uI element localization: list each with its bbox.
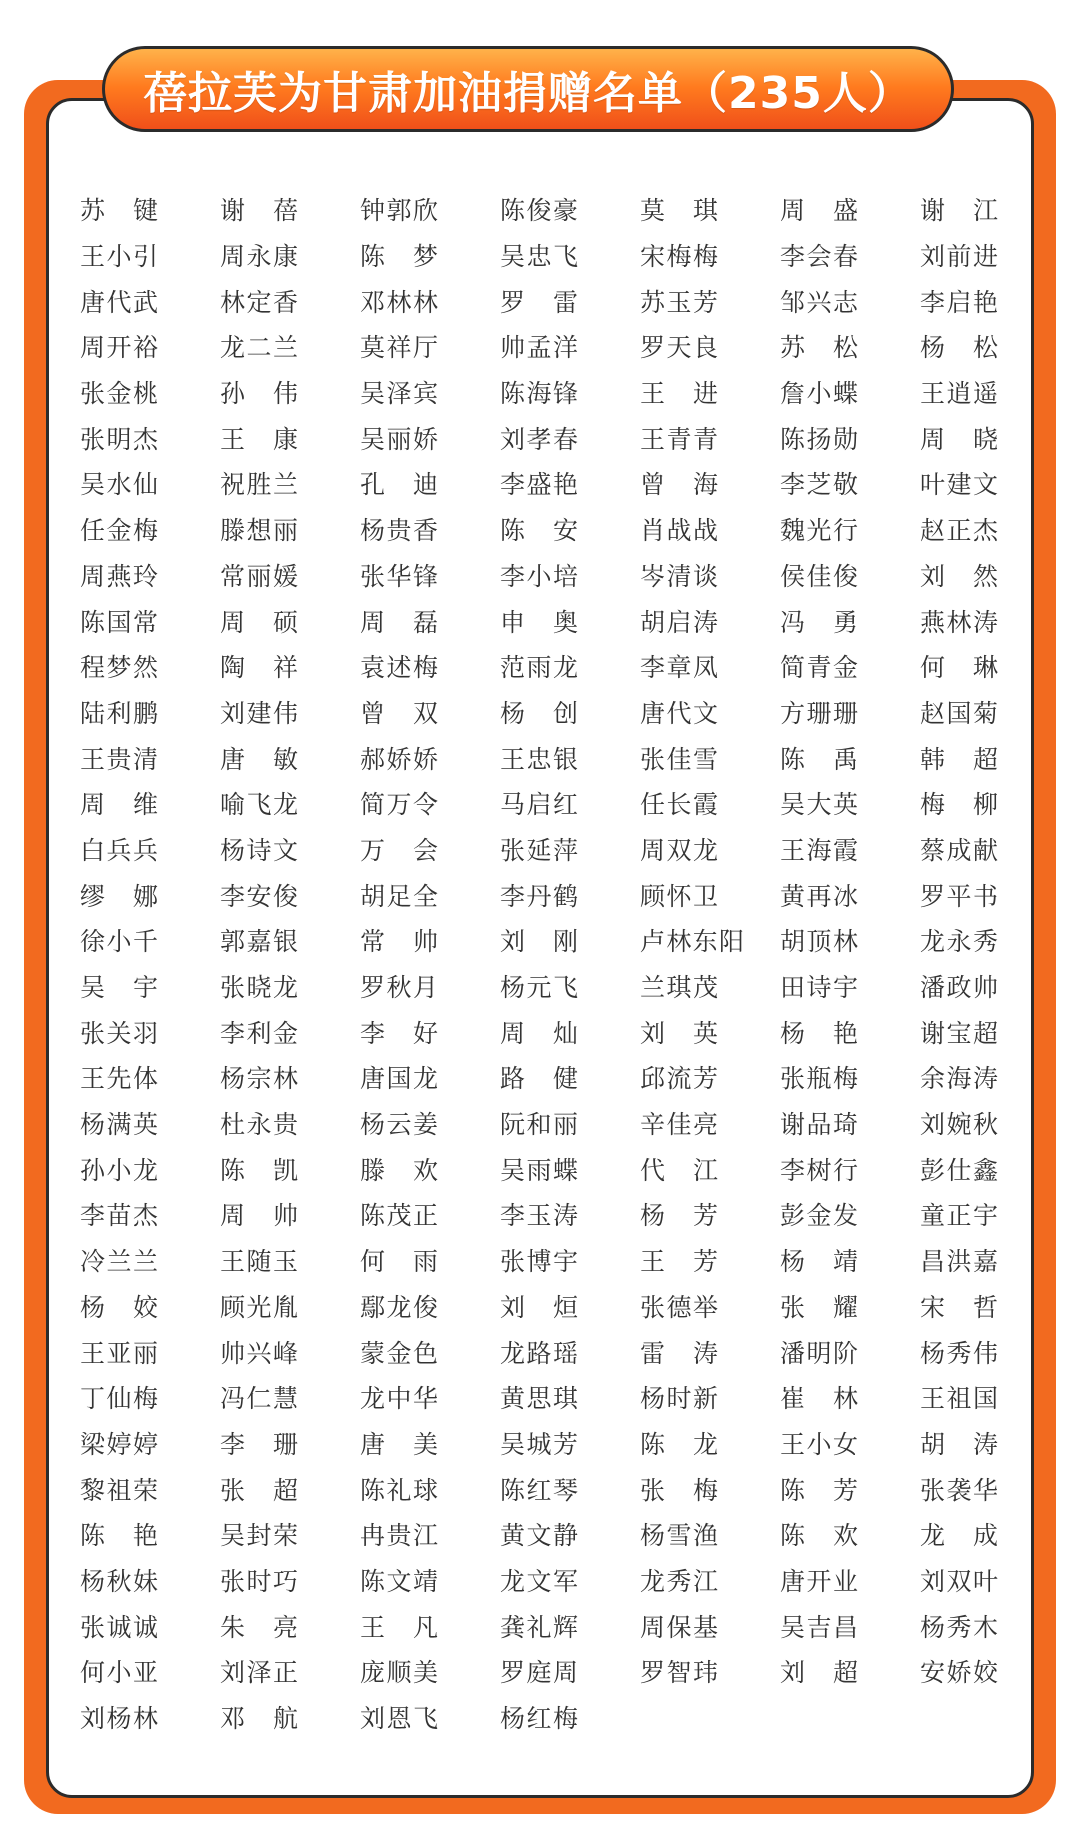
donor-name: 胡 涛 [920,1429,998,1459]
donor-name: 杨 靖 [780,1247,858,1277]
donor-name: 陈 礼 球 [360,1475,438,1505]
donor-name: 李 芝 敬 [780,470,858,500]
donor-name: 孔 迪 [360,470,438,500]
donor-name: 王 逍 遥 [920,379,998,409]
donor-name: 李 启 艳 [920,287,998,317]
donor-name: 杨 姣 [80,1292,158,1322]
donor-name: 祝 胜 兰 [220,470,298,500]
donor-name: 彭 仕 鑫 [920,1155,998,1185]
donor-name: 詹 小 蝶 [780,379,858,409]
donor-name: 王 随 玉 [220,1247,298,1277]
donor-name: 杨 雪 渔 [640,1521,718,1551]
donor-name: 龙 文 军 [500,1566,578,1596]
donor-name: 王 亚 丽 [80,1338,158,1368]
donor-name: 梅 柳 [920,790,998,820]
donor-name: 张 时 巧 [220,1566,298,1596]
donor-name: 唐 代 武 [80,287,158,317]
donor-name: 刘 双 叶 [920,1566,998,1596]
donor-name: 程 梦 然 [80,653,158,683]
donor-name: 徐 小 千 [80,927,158,957]
donor-name: 周 灿 [500,1018,578,1048]
donor-name: 李 苗 杰 [80,1201,158,1231]
donor-name: 罗 雷 [500,287,578,317]
donor-name: 李 安 俊 [220,881,298,911]
donor-name: 王 青 青 [640,424,718,454]
donor-name: 冯 仁 慧 [220,1384,298,1414]
donor-name: 邓 林 林 [360,287,438,317]
donor-name: 赵 正 杰 [920,516,998,546]
donor-name: 梁 婷 婷 [80,1429,158,1459]
donor-name: 丁 仙 梅 [80,1384,158,1414]
donor-name: 苏 键 [80,196,158,226]
donor-name: 简 青 金 [780,653,858,683]
donor-name: 叶 建 文 [920,470,998,500]
donor-name: 李 会 春 [780,242,858,272]
donor-name: 王 芳 [640,1247,718,1277]
donor-name: 顾 光 胤 [220,1292,298,1322]
donor-name: 唐 美 [360,1429,438,1459]
donor-name: 蒙 金 色 [360,1338,438,1368]
donor-name: 张 华 锋 [360,561,438,591]
donor-name: 田 诗 宇 [780,973,858,1003]
donor-name: 张 关 羽 [80,1018,158,1048]
donor-name: 杨 秀 伟 [920,1338,998,1368]
title-banner [102,46,954,132]
donor-name: 林 定 香 [220,287,298,317]
donor-name: 杨 元 飞 [500,973,578,1003]
donor-name: 陶 祥 [220,653,298,683]
donor-name: 李 盛 艳 [500,470,578,500]
donor-name: 刘 杨 林 [80,1704,158,1734]
donor-name: 吴 水 仙 [80,470,158,500]
donor-name: 陈 艳 [80,1521,158,1551]
donor-name: 张 延 萍 [500,835,578,865]
donor-name: 陈 龙 [640,1429,718,1459]
donor-name: 辛 佳 亮 [640,1110,718,1140]
donor-name: 杨 诗 文 [220,835,298,865]
donor-name: 王 贵 清 [80,744,158,774]
donor-name: 罗 秋 月 [360,973,438,1003]
donor-name: 杨 松 [920,333,998,363]
donor-name: 苏 玉 芳 [640,287,718,317]
donor-name: 李 小 培 [500,561,578,591]
donor-name: 李 利 金 [220,1018,298,1048]
donor-name: 陈 文 靖 [360,1566,438,1596]
donor-name: 常 丽 媛 [220,561,298,591]
donor-name: 吴 城 芳 [500,1429,578,1459]
donor-name: 方 珊 珊 [780,698,858,728]
donor-name: 王 康 [220,424,298,454]
donor-name: 潘 政 帅 [920,973,998,1003]
donor-name: 张 梅 [640,1475,718,1505]
donor-name: 肖 战 战 [640,516,718,546]
donor-name: 吴 宇 [80,973,158,1003]
donor-name: 龙 二 兰 [220,333,298,363]
donor-name: 朱 亮 [220,1612,298,1642]
donor-name: 顾 怀 卫 [640,881,718,911]
donor-name: 彭 金 发 [780,1201,858,1231]
donor-name: 罗 庭 周 [500,1658,578,1688]
donor-name: 帅 孟 洋 [500,333,578,363]
donor-name: 安 娇 姣 [920,1658,998,1688]
donor-name: 李 好 [360,1018,438,1048]
donor-name: 罗 智 玮 [640,1658,718,1688]
donor-name: 万 会 [360,835,438,865]
donor-name: 陈 海 锋 [500,379,578,409]
donor-name: 唐 敏 [220,744,298,774]
donor-name: 杨 秀 木 [920,1612,998,1642]
donor-name: 刘 建 伟 [220,698,298,728]
donor-name: 李 珊 [220,1429,298,1459]
donor-name: 刘 超 [780,1658,858,1688]
donor-name: 杨 满 英 [80,1110,158,1140]
donor-name: 杨 创 [500,698,578,728]
donor-name: 周 盛 [780,196,858,226]
donor-name: 缪 娜 [80,881,158,911]
donor-name: 宋 梅 梅 [640,242,718,272]
donor-name: 陈 芳 [780,1475,858,1505]
donor-name: 刘 烜 [500,1292,578,1322]
donor-name: 何 雨 [360,1247,438,1277]
donor-name: 路 健 [500,1064,578,1094]
donor-name: 王 进 [640,379,718,409]
donor-name: 龙 永 秀 [920,927,998,957]
donor-name: 李 玉 涛 [500,1201,578,1231]
donor-name: 莫 祥 厅 [360,333,438,363]
donor-name: 张 晓 龙 [220,973,298,1003]
donor-name: 周 晓 [920,424,998,454]
donor-name: 宋 哲 [920,1292,998,1322]
donor-name: 陈 国 常 [80,607,158,637]
donor-name: 陈 俊 豪 [500,196,578,226]
donor-name: 陈 欢 [780,1521,858,1551]
donor-name: 唐 开 业 [780,1566,858,1596]
donor-name: 陈 茂 正 [360,1201,438,1231]
donor-name: 杨 宗 林 [220,1064,298,1094]
donor-name: 侯 佳 俊 [780,561,858,591]
donor-name: 张 博 宇 [500,1247,578,1277]
donor-name: 胡 启 涛 [640,607,718,637]
donor-name: 周 维 [80,790,158,820]
donor-name: 陈 安 [500,516,578,546]
donor-name: 唐 国 龙 [360,1064,438,1094]
donor-name: 刘 孝 春 [500,424,578,454]
donor-name: 曾 双 [360,698,438,728]
donor-name: 杨 贵 香 [360,516,438,546]
donor-name-grid [80,188,1010,1741]
donor-name: 滕 欢 [360,1155,438,1185]
donor-name: 唐 代 文 [640,698,718,728]
donor-name: 吴 吉 昌 [780,1612,858,1642]
donor-name: 李 丹 鹤 [500,881,578,911]
donor-name: 张 佳 雪 [640,744,718,774]
donor-name: 王 小 女 [780,1429,858,1459]
donor-name: 陈 红 琴 [500,1475,578,1505]
donor-name: 蔡 成 献 [920,835,998,865]
donor-name: 刘 婉 秋 [920,1110,998,1140]
donor-name: 刘 英 [640,1018,718,1048]
donor-name: 陈 扬 勋 [780,424,858,454]
donor-name: 陈 凯 [220,1155,298,1185]
donor-name: 帅 兴 峰 [220,1338,298,1368]
donor-name: 昌 洪 嘉 [920,1247,998,1277]
donor-name: 白 兵 兵 [80,835,158,865]
donor-name: 何 小 亚 [80,1658,158,1688]
donor-name: 王 海 霞 [780,835,858,865]
donor-name: 杨 芳 [640,1201,718,1231]
donor-name: 王 凡 [360,1612,438,1642]
donor-name: 袁 述 梅 [360,653,438,683]
donor-name: 吴 丽 娇 [360,424,438,454]
donor-name: 代 江 [640,1155,718,1185]
donor-name: 杨 艳 [780,1018,858,1048]
donor-name: 刘 然 [920,561,998,591]
donor-name: 吴 封 荣 [220,1521,298,1551]
donor-name: 张 诚 诚 [80,1612,158,1642]
donor-name: 李 树 行 [780,1155,858,1185]
donor-name: 钟 郭 欣 [360,196,438,226]
donor-name: 冯 勇 [780,607,858,637]
donor-name: 陆 利 鹏 [80,698,158,728]
donor-name: 龙 秀 江 [640,1566,718,1596]
donor-name: 吴 雨 蝶 [500,1155,578,1185]
donor-name: 刘 泽 正 [220,1658,298,1688]
donor-name: 杨 时 新 [640,1384,718,1414]
donor-name: 周 硕 [220,607,298,637]
donor-name: 谢 蓓 [220,196,298,226]
donor-name: 王 忠 银 [500,744,578,774]
donor-name: 龙 成 [920,1521,998,1551]
donor-name: 郭 嘉 银 [220,927,298,957]
donor-name: 卢 林 东 阳 [640,927,744,957]
donor-name: 兰 琪 茂 [640,973,718,1003]
donor-name: 喻 飞 龙 [220,790,298,820]
donor-name: 崔 林 [780,1384,858,1414]
donor-name: 余 海 涛 [920,1064,998,1094]
donor-name: 任 长 霞 [640,790,718,820]
donor-name: 周 燕 玲 [80,561,158,591]
donor-name: 雷 涛 [640,1338,718,1368]
donor-name: 黄 思 琪 [500,1384,578,1414]
donor-name: 魏 光 行 [780,516,858,546]
donor-name: 杨 红 梅 [500,1704,578,1734]
donor-name: 王 祖 国 [920,1384,998,1414]
donor-name: 冷 兰 兰 [80,1247,158,1277]
donor-name: 邱 流 芳 [640,1064,718,1094]
donor-name: 刘 刚 [500,927,578,957]
donor-name: 王 小 引 [80,242,158,272]
donor-name: 张 明 杰 [80,424,158,454]
donor-name: 郝 娇 娇 [360,744,438,774]
donor-name: 刘 恩 飞 [360,1704,438,1734]
donor-name: 杨 云 姜 [360,1110,438,1140]
donor-name: 鄢 龙 俊 [360,1292,438,1322]
donor-name: 任 金 梅 [80,516,158,546]
donor-name: 燕 林 涛 [920,607,998,637]
donor-name: 阮 和 丽 [500,1110,578,1140]
donor-name: 谢 宝 超 [920,1018,998,1048]
donor-name: 马 启 红 [500,790,578,820]
donor-name: 张 超 [220,1475,298,1505]
donor-name: 潘 明 阶 [780,1338,858,1368]
donor-name: 邹 兴 志 [780,287,858,317]
donor-name: 王 先 体 [80,1064,158,1094]
donor-name: 吴 泽 宾 [360,379,438,409]
donor-name: 范 雨 龙 [500,653,578,683]
donor-name: 黄 文 静 [500,1521,578,1551]
donor-name: 张 金 桃 [80,379,158,409]
donor-name: 童 正 宇 [920,1201,998,1231]
donor-name: 黎 祖 荣 [80,1475,158,1505]
donor-name: 周 保 基 [640,1612,718,1642]
donor-name: 谢 江 [920,196,998,226]
donor-name: 孙 伟 [220,379,298,409]
donor-name: 韩 超 [920,744,998,774]
donor-name: 邓 航 [220,1704,298,1734]
donor-name: 张 瓶 梅 [780,1064,858,1094]
donor-name: 岑 清 谈 [640,561,718,591]
donor-name: 胡 顶 林 [780,927,858,957]
donor-name: 龙 路 瑶 [500,1338,578,1368]
donor-name: 谢 品 琦 [780,1110,858,1140]
donor-name: 何 琳 [920,653,998,683]
donor-name: 吴 大 英 [780,790,858,820]
donor-name: 周 双 龙 [640,835,718,865]
donor-name: 莫 琪 [640,196,718,226]
donor-name: 陈 禹 [780,744,858,774]
donor-name: 龚 礼 辉 [500,1612,578,1642]
donor-name: 周 永 康 [220,242,298,272]
donor-name: 赵 国 菊 [920,698,998,728]
donor-name: 李 章 凤 [640,653,718,683]
donor-name: 简 万 令 [360,790,438,820]
donor-name: 张 耀 [780,1292,858,1322]
donor-name: 申 奥 [500,607,578,637]
donor-name: 罗 天 良 [640,333,718,363]
donor-name: 周 磊 [360,607,438,637]
donor-name: 罗 平 书 [920,881,998,911]
donor-name: 胡 足 全 [360,881,438,911]
donor-name: 陈 梦 [360,242,438,272]
donor-name: 杨 秋 妹 [80,1566,158,1596]
donor-name: 孙 小 龙 [80,1155,158,1185]
donor-name: 杜 永 贵 [220,1110,298,1140]
donor-name: 曾 海 [640,470,718,500]
donor-name: 苏 松 [780,333,858,363]
donor-name: 周 开 裕 [80,333,158,363]
donor-name: 黄 再 冰 [780,881,858,911]
donor-name: 庞 顺 美 [360,1658,438,1688]
donor-name: 滕 想 丽 [220,516,298,546]
donor-name: 周 帅 [220,1201,298,1231]
donor-name: 吴 忠 飞 [500,242,578,272]
donor-name: 常 帅 [360,927,438,957]
page-title: 蓓拉芙为甘肃加油捐赠名单（235人） [143,68,913,119]
donor-name: 冉 贵 江 [360,1521,438,1551]
donor-name: 张 德 举 [640,1292,718,1322]
donor-name: 刘 前 进 [920,242,998,272]
donor-name: 龙 中 华 [360,1384,438,1414]
donor-name: 张 袭 华 [920,1475,998,1505]
